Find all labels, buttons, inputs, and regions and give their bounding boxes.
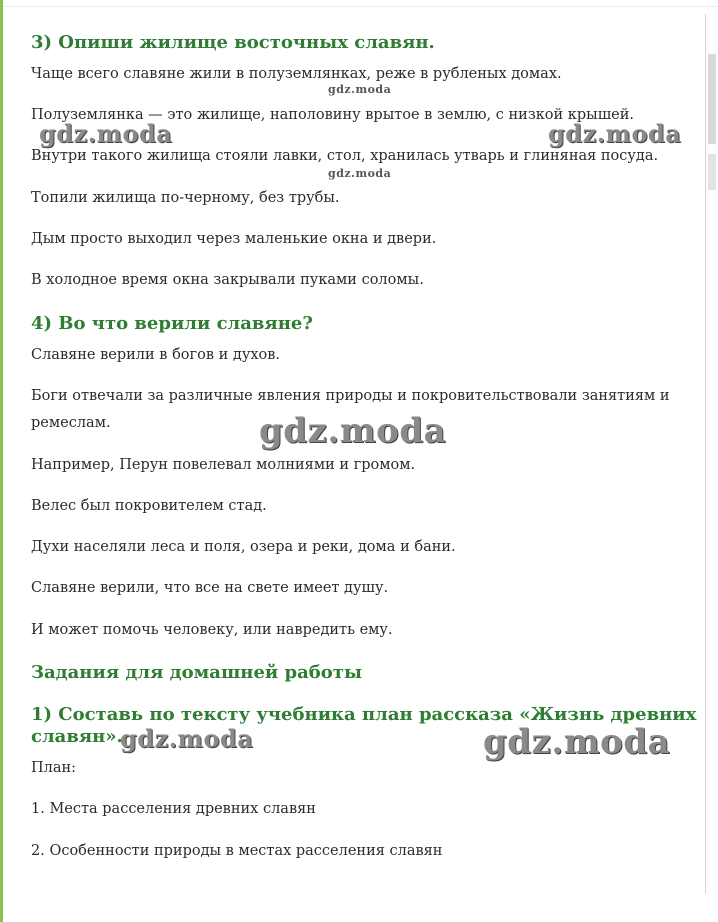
- plan-label: План:: [31, 760, 77, 776]
- watermark-mid-right: gdz.moda: [548, 119, 682, 148]
- s3-p1: Чаще всего славяне жили в полуземлянках, реже в рубленых домах.: [31, 66, 562, 82]
- plan-item-2: 2. Особенности природы в местах расселения славян: [31, 843, 443, 859]
- s4-p6: Славяне верили, что все на свете имеет душу.: [31, 580, 389, 596]
- s3-p3: Внутри такого жилища стояли лавки, стол, хранилась утварь и глиняная посуда.: [31, 148, 659, 164]
- task1-heading-line2: славян».: [31, 726, 123, 747]
- s4-p2b: ремеслам.: [31, 415, 111, 431]
- task1-heading-line1: 1) Составь по тексту учебника план рассказа «Жизнь древних: [31, 704, 697, 725]
- s4-p1: Славяне верили в богов и духов.: [31, 347, 281, 363]
- s4-p7: И может помочь человеку, или навредить ему.: [31, 622, 393, 638]
- watermark-mid-left: gdz.moda: [39, 119, 173, 148]
- s3-p4: Топили жилища по-черному, без трубы.: [31, 190, 340, 206]
- watermark-center: gdz.moda: [259, 411, 447, 451]
- top-edge: [3, 0, 718, 7]
- right-scroll-rail[interactable]: [705, 14, 718, 894]
- homework-heading: Задания для домашней работы: [31, 662, 362, 683]
- rail-block-2: [708, 154, 716, 190]
- watermark-small-1: gdz.moda: [328, 83, 392, 96]
- s4-p4: Велес был покровителем стад.: [31, 498, 267, 514]
- rail-block-1: [708, 54, 716, 144]
- plan-item-1: 1. Места расселения древних славян: [31, 801, 316, 817]
- s3-p6: В холодное время окна закрывали пуками соломы.: [31, 272, 424, 288]
- s4-p3: Например, Перун повелевал молниями и громом.: [31, 457, 416, 473]
- section4-heading: 4) Во что верили славяне?: [31, 313, 313, 334]
- s3-p5: Дым просто выходил через маленькие окна и двери.: [31, 231, 437, 247]
- s4-p5: Духи населяли леса и поля, озера и реки, дома и бани.: [31, 539, 456, 555]
- watermark-task-inline: gdz.moda: [120, 724, 254, 753]
- s4-p2: Боги отвечали за различные явления природы и покровительствовали занятиям и: [31, 388, 670, 404]
- s3-p2: Полуземлянка — это жилище, наполовину врытое в землю, с низкой крышей.: [31, 107, 635, 123]
- watermark-small-2: gdz.moda: [328, 167, 392, 180]
- watermark-bottom-right: gdz.moda: [483, 722, 671, 762]
- section3-heading: 3) Опиши жилище восточных славян.: [31, 32, 435, 53]
